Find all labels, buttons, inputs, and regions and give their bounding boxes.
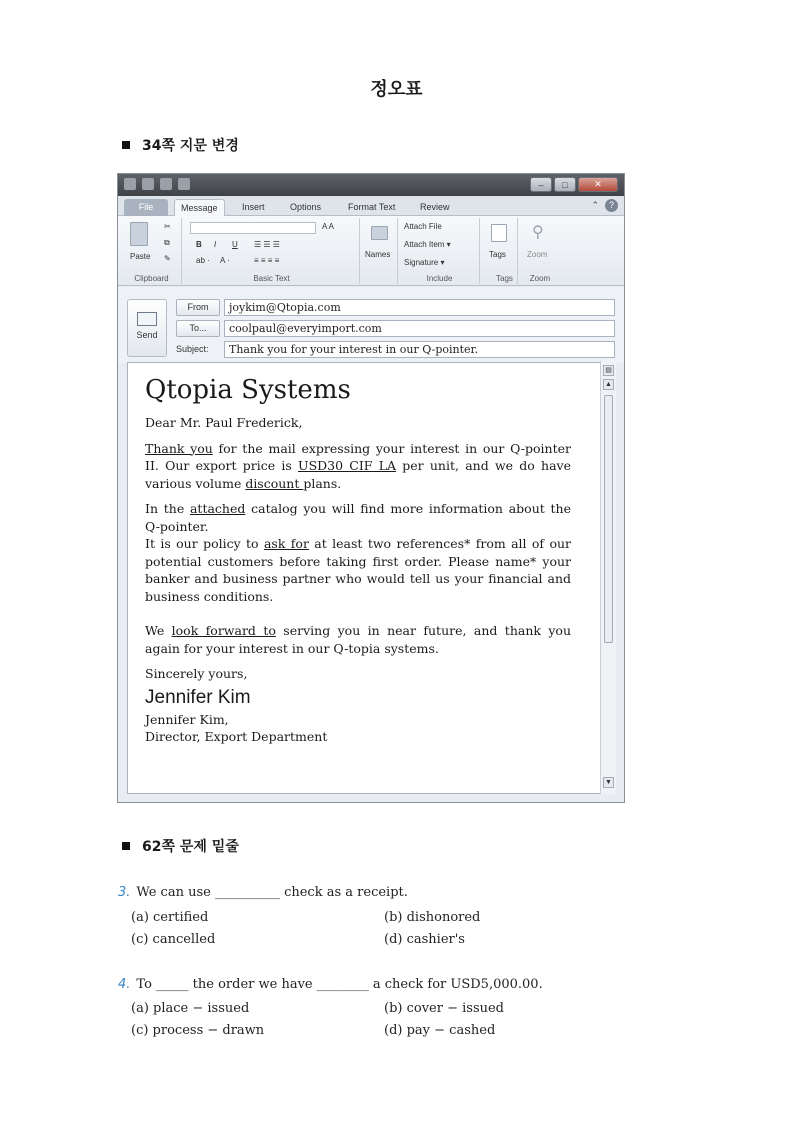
align-icon[interactable]: ≡ ≡ ≡ ≡ [254, 256, 280, 265]
outlook-compose-window [117, 173, 625, 803]
greeting: Dear Mr. Paul Frederick, [145, 415, 303, 430]
question-4 [118, 977, 543, 992]
include-group-label: Include [426, 274, 453, 283]
title-bar [118, 174, 624, 196]
section-title: 34쪽 지문 변경 [142, 138, 239, 154]
option-c: (c) process − drawn [131, 1023, 265, 1038]
redo-icon[interactable] [178, 178, 190, 190]
text-run: In the [145, 501, 190, 516]
to-field[interactable]: coolpaul@everyimport.com [224, 320, 615, 337]
text-run: for the mail expressing your interest in our Q-pointer II. Our export price is [145, 440, 571, 473]
square-bullet-icon [122, 842, 130, 850]
underlined-phrase: discount [245, 475, 304, 491]
undo-icon[interactable] [160, 178, 172, 190]
copy-icon[interactable]: ⧉ [164, 238, 170, 247]
section-heading-1 [122, 135, 239, 155]
format-painter-icon[interactable]: ✎ [164, 254, 171, 263]
paste-button[interactable]: Paste [130, 252, 151, 261]
ribbon-tabs [118, 196, 624, 216]
zoom-group-label: Zoom [529, 274, 551, 283]
bullets-icon[interactable]: ☰ ☰ ☰ [254, 240, 280, 249]
underlined-phrase: look forward to [171, 623, 276, 638]
window-controls [530, 177, 618, 192]
option-b: (b) dishonored [384, 910, 481, 925]
question-3 [118, 885, 408, 900]
question-text: We can use [136, 885, 215, 900]
grow-font-icon[interactable]: A A [322, 222, 335, 231]
subject-field[interactable]: Thank you for your interest in our Q-pointer. [224, 341, 615, 358]
from-field[interactable]: joykim@Qtopia.com [224, 299, 615, 316]
option-d: (d) cashier's [384, 932, 465, 947]
outlook-logo-icon [124, 178, 136, 190]
tags-label[interactable]: Tags [489, 250, 506, 259]
underlined-phrase: attached [189, 501, 246, 516]
vertical-scrollbar[interactable] [600, 361, 616, 794]
maximize-button[interactable]: □ [554, 177, 576, 192]
help-area [591, 199, 618, 212]
option-a: (a) certified [131, 910, 209, 925]
address-book-icon[interactable] [371, 226, 388, 240]
ribbon [118, 216, 624, 286]
section-title: 62쪽 문제 밑줄 [142, 839, 239, 855]
quick-access-toolbar [124, 178, 190, 190]
envelope-icon [137, 312, 157, 326]
underlined-phrase: ask for [263, 536, 309, 551]
square-bullet-icon [122, 141, 130, 149]
tab-format-text[interactable]: Format Text [348, 202, 396, 212]
paragraph-4 [145, 622, 571, 657]
clipboard-icon [130, 222, 148, 246]
name-line: Jennifer Kim, [145, 711, 229, 727]
help-icon[interactable]: ? [605, 199, 618, 212]
question-text: a check for USD5,000.00. [368, 977, 543, 992]
paragraph-3 [145, 535, 571, 605]
send-button[interactable] [127, 299, 167, 357]
bold-button[interactable]: B [196, 240, 202, 249]
basic-text-group [184, 218, 360, 284]
save-icon[interactable] [142, 178, 154, 190]
option-d: (d) pay − cashed [384, 1023, 496, 1038]
question-text: the order we have [188, 977, 317, 992]
page-title: 정오표 [370, 79, 423, 100]
magnifier-icon[interactable]: ⚲ [532, 224, 544, 241]
underlined-phrase: USD30 CIF LA [298, 458, 397, 473]
basic-text-group-label: Basic Text [253, 274, 290, 283]
signature-button[interactable]: Signature ▾ [404, 258, 445, 267]
text-run: We [145, 623, 172, 638]
text-run: serving you in near future, and thank you again for your interest in our Q-topia systems. [145, 623, 571, 656]
clipboard-group [122, 218, 182, 284]
question-number: 3. [118, 885, 131, 900]
zoom-group [520, 218, 560, 284]
highlight-icon[interactable]: ab · [196, 256, 210, 265]
tags-group-label: Tags [496, 274, 513, 283]
answer-blank: _____ [156, 977, 189, 992]
option-c: (c) cancelled [131, 932, 216, 947]
from-button[interactable]: From [176, 299, 220, 316]
paragraph-2 [145, 500, 571, 535]
answer-blank: __________ [214, 885, 280, 900]
close-button[interactable]: ✕ [578, 177, 618, 192]
zoom-button[interactable]: Zoom [527, 250, 548, 259]
scroll-down-icon[interactable]: ▼ [603, 777, 614, 788]
message-header [118, 287, 624, 363]
flag-icon[interactable] [491, 224, 507, 242]
section-heading-2 [122, 836, 239, 856]
signature: Jennifer Kim [145, 686, 251, 708]
text-run: at least two references* from all of our potential customers before taking first order. Please name* your banker and business partner who would tell us your financial and business conditions. [145, 536, 571, 604]
email-content [145, 374, 571, 746]
question-text: To [136, 977, 157, 992]
names-group [362, 218, 398, 284]
tab-file[interactable]: File [124, 199, 168, 216]
attach-item-button[interactable]: Attach Item ▾ [404, 240, 451, 249]
font-color-icon[interactable]: A · [220, 256, 230, 265]
paragraph-1 [145, 440, 571, 493]
tab-options[interactable]: Options [290, 202, 322, 212]
text-run: plans. [303, 475, 342, 491]
question-text: check as a receipt. [279, 885, 408, 900]
tab-insert[interactable]: Insert [242, 202, 265, 212]
closing: Sincerely yours, [145, 666, 248, 681]
names-label[interactable]: Names [365, 250, 391, 259]
cut-icon[interactable]: ✂ [164, 222, 171, 231]
option-b: (b) cover − issued [384, 1001, 505, 1016]
option-a: (a) place − issued [131, 1001, 250, 1016]
text-run: catalog you will find more information about the Q-pointer. [145, 501, 571, 534]
answer-blank: ________ [316, 977, 369, 992]
attach-file-button[interactable]: Attach File [404, 222, 442, 231]
underline-button[interactable]: U [232, 240, 238, 249]
font-name-select[interactable] [190, 222, 316, 234]
text-run: It is our policy to [145, 536, 264, 551]
tab-message[interactable]: Message [174, 199, 225, 216]
scroll-up-icon[interactable]: ▲ [603, 379, 614, 390]
title-line: Director, Export Department [145, 729, 328, 744]
italic-button[interactable]: I [214, 240, 217, 249]
company-name: Qtopia Systems [145, 375, 351, 405]
to-button[interactable]: To... [176, 320, 220, 337]
text-run: per unit, and we do have various volume [145, 458, 571, 491]
minimize-button[interactable]: – [530, 177, 552, 192]
question-number: 4. [118, 977, 131, 992]
include-group [400, 218, 480, 284]
clipboard-group-label: Clipboard [134, 274, 169, 283]
underlined-phrase: Thank you [145, 440, 213, 456]
subject-label: Subject: [176, 344, 209, 354]
tab-review[interactable]: Review [420, 202, 450, 212]
ruler-icon[interactable]: ▤ [603, 365, 614, 376]
collapse-ribbon-icon[interactable]: ⌃ [591, 200, 599, 210]
scroll-thumb[interactable] [604, 395, 613, 643]
send-label: Send [136, 330, 158, 340]
